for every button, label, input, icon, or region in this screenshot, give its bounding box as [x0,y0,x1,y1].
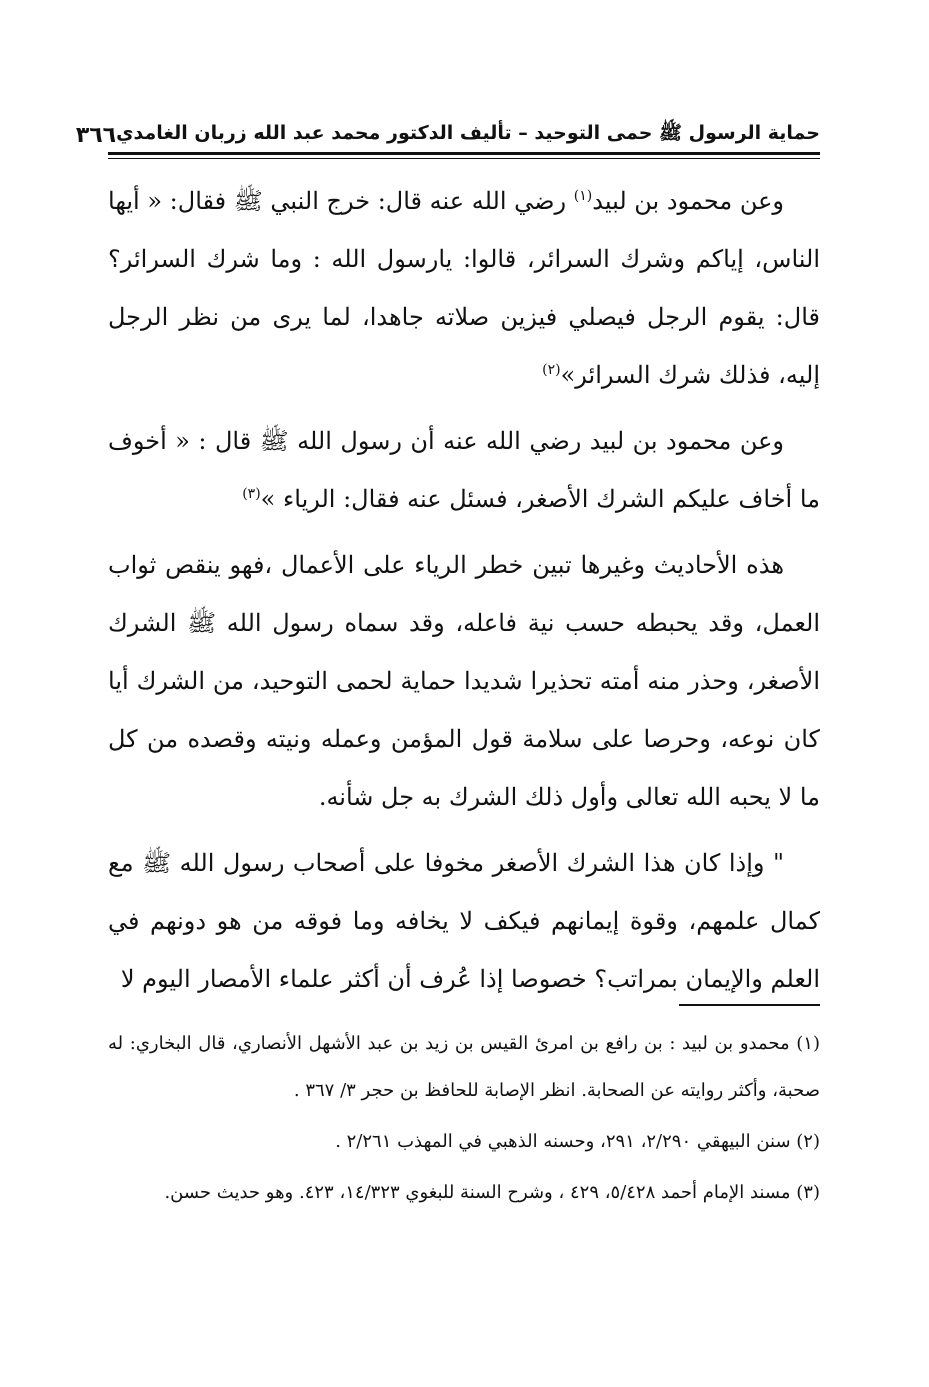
footnote-2: (٢) سنن البيهقي ٢/٢٩٠، ٢٩١، وحسنه الذهبي في المهذب ٢/٢٦١ . [335,1131,820,1152]
running-header [75,118,820,152]
running-title: حماية الرسول ﷺ حمى التوحيد – تأليف الدكتور محمد عبد الله زربان الغامدي [116,122,820,144]
footnote-ref-3: (٣) [242,486,261,502]
footnote-3: (٣) مسند الإمام أحمد ٥/٤٢٨، ٤٢٩ ، وشرح السنة للبغوي ١٤/٣٢٣، ٤٢٣. وهو حديث حسن. [164,1182,820,1203]
footnotes [108,1020,820,1220]
paragraph-2-text: وعن محمود بن لبيد رضي الله عنه أن رسول الله ﷺ قال : « أخوف ما أخاف عليكم الشرك الأصغر، فسئل عنه فقال: الرياء » [108,427,820,513]
paragraph-1-start: وعن محمود بن لبيد [592,187,784,215]
header-rule-thick [108,152,820,155]
footnote-ref-1: (١) [573,188,593,204]
paragraph-3: هذه الأحاديث وغيرها تبين خطر الرياء على الأعمال ،فهو ينقص ثواب العمل، وقد يحبطه حسب نية فاعله، وقد سماه رسول الله ﷺ الشرك الأصغر، وحذر منه أمته تحذيرا شديدا حماية لحمى التوحيد، من الشرك أيا كان نوعه، وحرصا على سلامة قول المؤمن وعمله ونيته وقصده من كل ما لا يحبه الله تعالى وأول ذلك الشرك به جل شأنه. [108,551,820,811]
paragraph-2 [108,412,820,528]
paragraph-1 [108,172,820,404]
paragraph-4: " وإذا كان هذا الشرك الأصغر مخوفا على أصحاب رسول الله ﷺ مع كمال علمهم، وقوة إيمانهم فيكف لا يخافه وما فوقه من هو دونهم في العلم والإيمان بمراتب؟ خصوصا إذا عُرف أن أكثر علماء الأمصار اليوم لا [108,849,820,993]
paragraph-1-rest: رضي الله عنه قال: خرج النبي ﷺ فقال: « أيها الناس، إياكم وشرك السرائر، قالوا: يارسول الله : وما شرك السرائر؟ قال: يقوم الرجل فيصلي فيزين صلاته جاهدا، لما يرى من نظر الرجل إليه، فذلك شرك السرائر» [108,187,820,389]
main-text [108,172,820,1016]
footnote-1: (١) محمدو بن لبيد : بن رافع بن امرئ القيس بن زيد بن عبد الأشهل الأنصاري، قال البخاري: له صحبة، وأكثر روايته عن الصحابة. انظر الإصابة للحافظ بن حجر ٣/ ٣٦٧ . [108,1033,820,1101]
footnote-separator [679,1004,820,1006]
page-number: ٣٦٦ [75,122,117,148]
header-rule-thin [108,158,820,159]
footnote-ref-2: (٢) [542,362,561,378]
